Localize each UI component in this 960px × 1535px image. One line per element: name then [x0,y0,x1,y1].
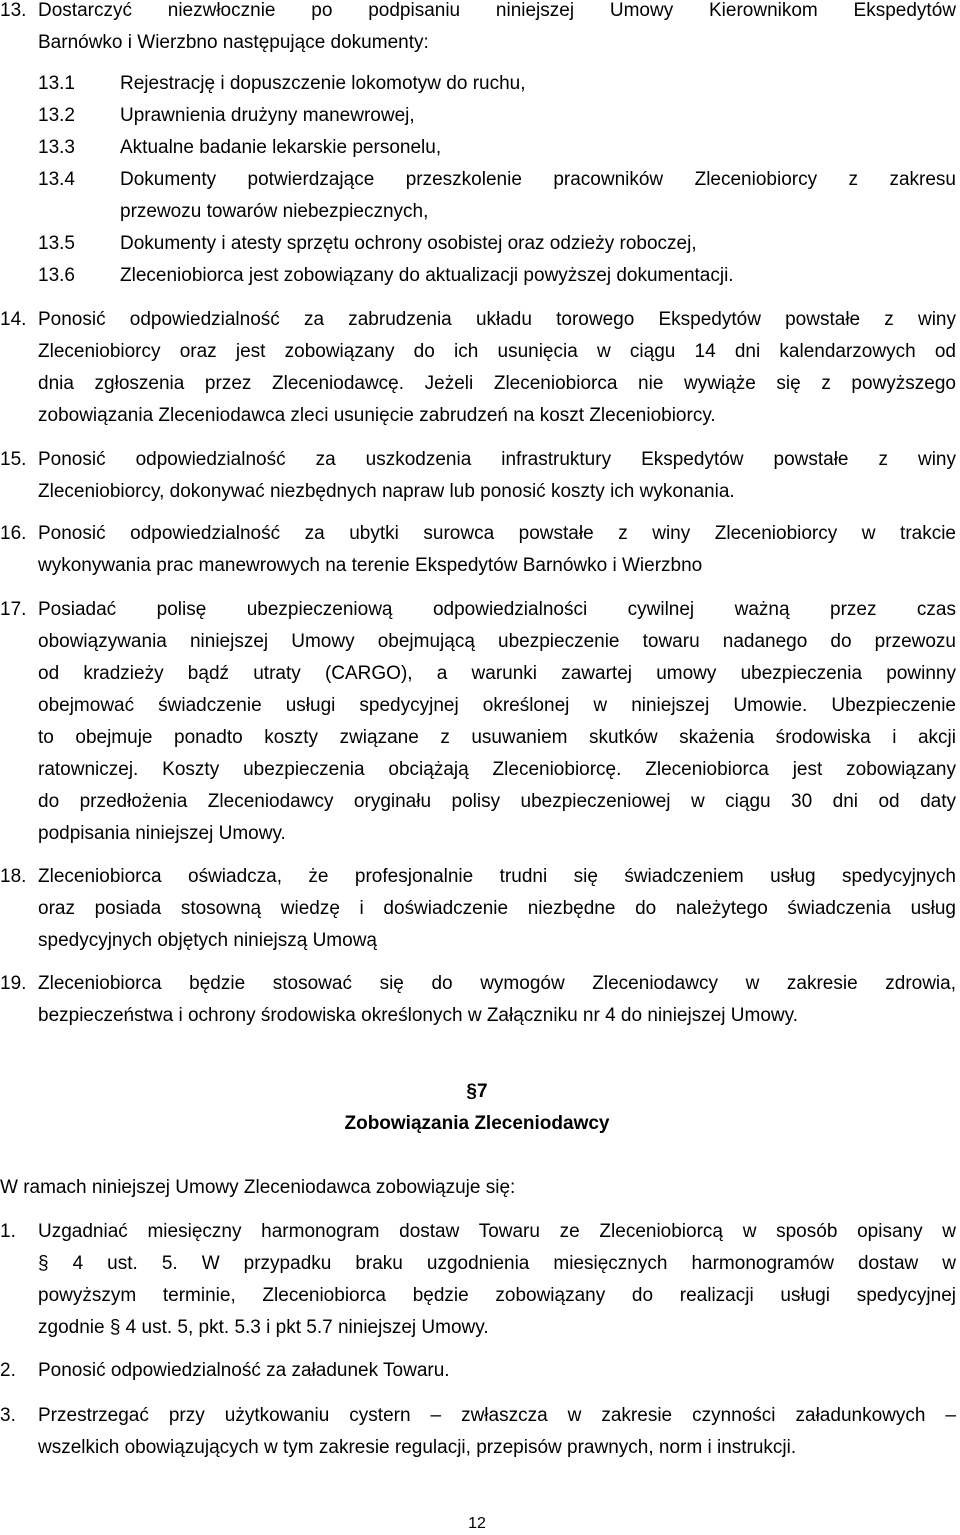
clause-19 [0,968,960,1032]
section-heading [0,1076,960,1108]
clause-line: Posiadać polisę ubezpieczeniową odpowiedzialności cywilnej ważną przez czas [38,599,956,620]
subclause-number: 13.2 [38,105,75,126]
subclause-number: 13.4 [38,169,75,190]
obligation-number: 3. [0,1405,16,1426]
clause-line: obejmować świadczenie usługi spedycyjnej określonej w niniejszej Umowie. Ubezpieczenie [38,695,956,716]
clause-line: Ponosić odpowiedzialność za ubytki surowca powstałe z winy Zleceniobiorcy w trakcie [38,523,956,544]
obligation-number: 2. [0,1360,16,1381]
clause-line: do przedłożenia Zleceniodawcy oryginału polisy ubezpieczeniowej w ciągu 30 dni od daty [38,791,956,812]
clause-15 [0,444,960,508]
subclause-number: 13.6 [38,265,75,286]
clause-line: obowiązywania niniejszej Umowy obejmującą ubezpieczenie towaru nadanego do przewozu [38,631,956,652]
clause-13 [0,0,960,59]
clause-line: wykonywania prac manewrowych na terenie Ekspedytów Barnówko i Wierzbno [38,555,703,576]
subclause-line: Dokumenty i atesty sprzętu ochrony osobistej oraz odzieży roboczej, [120,233,697,254]
clause-number: 13. [0,0,27,21]
clause-line: to obejmuje ponadto koszty związane z usuwaniem skutków skażenia środowiska i akcji [38,727,956,748]
subclause-line: Aktualne badanie lekarskie personelu, [120,137,442,158]
clause-line: Ponosić odpowiedzialność za zabrudzenia układu torowego Ekspedytów powstałe z winy [38,309,956,330]
clause-line: Zleceniobiorcy oraz jest zobowiązany do ich usunięcia w ciągu 14 dni kalendarzowych od [38,341,956,362]
subclause-line: Zleceniobiorca jest zobowiązany do aktualizacji powyższej dokumentacji. [120,265,734,286]
clause-17 [0,594,960,850]
clause-number: 19. [0,973,27,994]
section-title-block [0,1108,960,1140]
clause-line: spedycyjnych objętych niniejszą Umową [38,930,377,951]
clause-line: zobowiązania Zleceniodawca zleci usunięcie zabrudzeń na koszt Zleceniobiorcy. [38,405,716,426]
subclause-line: Rejestrację i dopuszczenie lokomotyw do ruchu, [120,73,526,94]
section-title: Zobowiązania Zleceniodawcy [344,1113,610,1134]
obligation-line: Przestrzegać przy użytkowaniu cystern – zwłaszcza w zakresie czynności załadunkowych – [38,1405,956,1426]
obligation-line: Uzgadniać miesięczny harmonogram dostaw Towaru ze Zleceniobiorcą w sposób opisany w [38,1221,956,1242]
clause-line: Zleceniobiorcy, dokonywać niezbędnych napraw lub ponosić koszty ich wykonania. [38,481,735,502]
obligation-number: 1. [0,1221,16,1242]
clause-18 [0,861,960,957]
obligation-line: zgodnie § 4 ust. 5, pkt. 5.3 i pkt 5.7 niniejszej Umowy. [38,1317,489,1338]
page-number: 12 [468,1515,486,1532]
obligation-line: § 4 ust. 5. W przypadku braku uzgodnienia miesięcznych harmonogramów dostaw w [38,1253,956,1274]
clause-number: 18. [0,866,27,887]
obligation-line: powyższym terminie, Zleceniobiorca będzie zobowiązany do realizacji usługi spedycyjnej [38,1285,956,1306]
clause-line: Dostarczyć niezwłocznie po podpisaniu niniejszej Umowy Kierownikom Ekspedytów [38,0,956,21]
clause-number: 14. [0,309,27,330]
clause-line: Barnówko i Wierzbno następujące dokumenty: [38,32,429,53]
subclause-number: 13.5 [38,233,75,254]
clause-line: oraz posiada stosowną wiedzę i doświadczenie niezbędne do należytego świadczenia usług [38,898,956,919]
clause-line: podpisania niniejszej Umowy. [38,823,286,844]
section-mark: §7 [466,1081,488,1102]
clause-line: Ponosić odpowiedzialność za uszkodzenia infrastruktury Ekspedytów powstałe z winy [38,449,956,470]
obligation-line: wszelkich obowiązujących w tym zakresie regulacji, przepisów prawnych, norm i instrukcji. [38,1437,797,1458]
subclause-line: Uprawnienia drużyny manewrowej, [120,105,415,126]
clause-line: ratowniczej. Koszty ubezpieczenia obciążają Zleceniobiorcę. Zleceniobiorca jest zobowiązany [38,759,956,780]
subclause-number: 13.3 [38,137,75,158]
clause-line: bezpieczeństwa i ochrony środowiska określonych w Załączniku nr 4 do niniejszej Umowy. [38,1005,798,1026]
obligation-2 [0,1355,960,1387]
subclause-line: Dokumenty potwierdzające przeszkolenie pracowników Zleceniobiorcy z zakresu [120,169,956,190]
intro-block [0,1172,960,1204]
clause-line: Zleceniobiorca będzie stosować się do wymogów Zleceniodawcy w zakresie zdrowia, [38,973,956,994]
intro-text: W ramach niniejszej Umowy Zleceniodawca zobowiązuje się: [0,1177,516,1198]
clause-line: od kradzieży bądź utraty (CARGO), a warunki zawartej umowy ubezpieczenia powinny [38,663,956,684]
clause-number: 17. [0,599,27,620]
clause-line: dnia zgłoszenia przez Zleceniodawcę. Jeżeli Zleceniobiorca nie wywiąże się z powyższego [38,373,956,394]
clause-16 [0,518,960,582]
clause-number: 16. [0,523,27,544]
obligation-line: Ponosić odpowiedzialność za załadunek Towaru. [38,1360,450,1381]
clause-number: 15. [0,449,27,470]
subclause-number: 13.1 [38,73,75,94]
subclause-list [0,68,960,292]
subclause-line: przewozu towarów niebezpiecznych, [120,201,429,222]
obligation-3 [0,1400,960,1464]
clause-14 [0,304,960,432]
clause-line: Zleceniobiorca oświadcza, że profesjonalnie trudni się świadczeniem usług spedycyjnych [38,866,956,887]
obligation-1 [0,1216,960,1344]
